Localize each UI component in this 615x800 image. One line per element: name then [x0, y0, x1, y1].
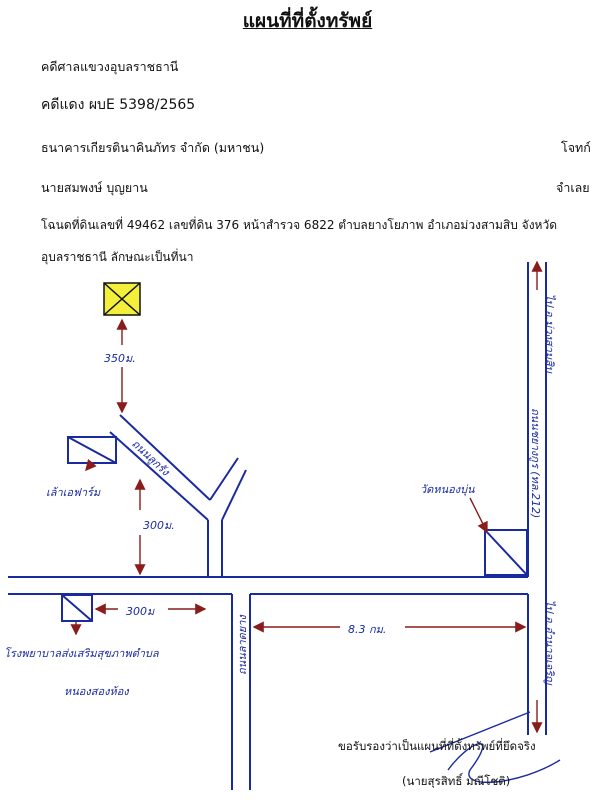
- gravel-road-label: ถนนลูกรัง: [129, 437, 172, 479]
- court-name: คดีศาลแขวงอุบลราชธานี: [41, 59, 179, 74]
- hospital-label-line1: โรงพยาบาลส่งเสริมสุขภาพตำบล: [4, 647, 159, 660]
- plaintiff-role: โจทก์: [561, 140, 591, 155]
- defendant-role: จำเลย: [556, 180, 590, 195]
- road-east-top-label: ไป อ.ม่วงสามสิบ: [543, 294, 556, 373]
- temple-label: วัดหนองบุ่น: [420, 483, 475, 496]
- page-title: แผนที่ที่ตั้งทรัพย์: [242, 10, 373, 32]
- road-east-bottom-label: ไป อ.อำนาจเจริญ: [543, 600, 556, 685]
- property-parcel: [104, 283, 140, 315]
- distance-300m-horizontal-label: 300ม: [126, 605, 155, 618]
- farm-label: เล้าเอฟาร์ม: [46, 486, 101, 499]
- highway-label: ถนนชยางกูร (ทล.212): [529, 408, 542, 519]
- distance-8-3km-label: 8.3 กม.: [348, 623, 387, 636]
- property-description-line1: โฉนดที่ดินเลขที่ 49462 เลขที่ดิน 376 หน้าสำรวจ 6822 ตำบลยางโยภาพ อำเภอม่วงสามสิบ จังหวัด: [41, 218, 557, 232]
- defendant-name: นายสมพงษ์ บุญยาน: [41, 180, 148, 195]
- distance-300m-vertical-label: 300ม.: [143, 519, 175, 532]
- property-description-line2: อุบลราชธานี ลักษณะเป็นที่นา: [41, 250, 194, 264]
- certification-text: ขอรับรองว่าเป็นแผนที่ที่ตั้งทรัพย์ที่ยึดจริง: [338, 739, 536, 753]
- arrow-temple: [470, 498, 487, 532]
- plaintiff-name: ธนาคารเกียรตินาคินภัทร จำกัด (มหาชน): [41, 140, 265, 155]
- hospital-label-line2: หนองสองห้อง: [64, 685, 129, 698]
- distance-350m-label: 350ม.: [104, 352, 136, 365]
- signer-name: (นายสุรสิทธิ์ มณีโชติ): [402, 774, 511, 788]
- case-number: คดีแดง ผบE 5398/2565: [41, 97, 196, 113]
- arrow-farm: [86, 463, 92, 470]
- south-road-label: ถนนลาดยาง: [236, 615, 249, 675]
